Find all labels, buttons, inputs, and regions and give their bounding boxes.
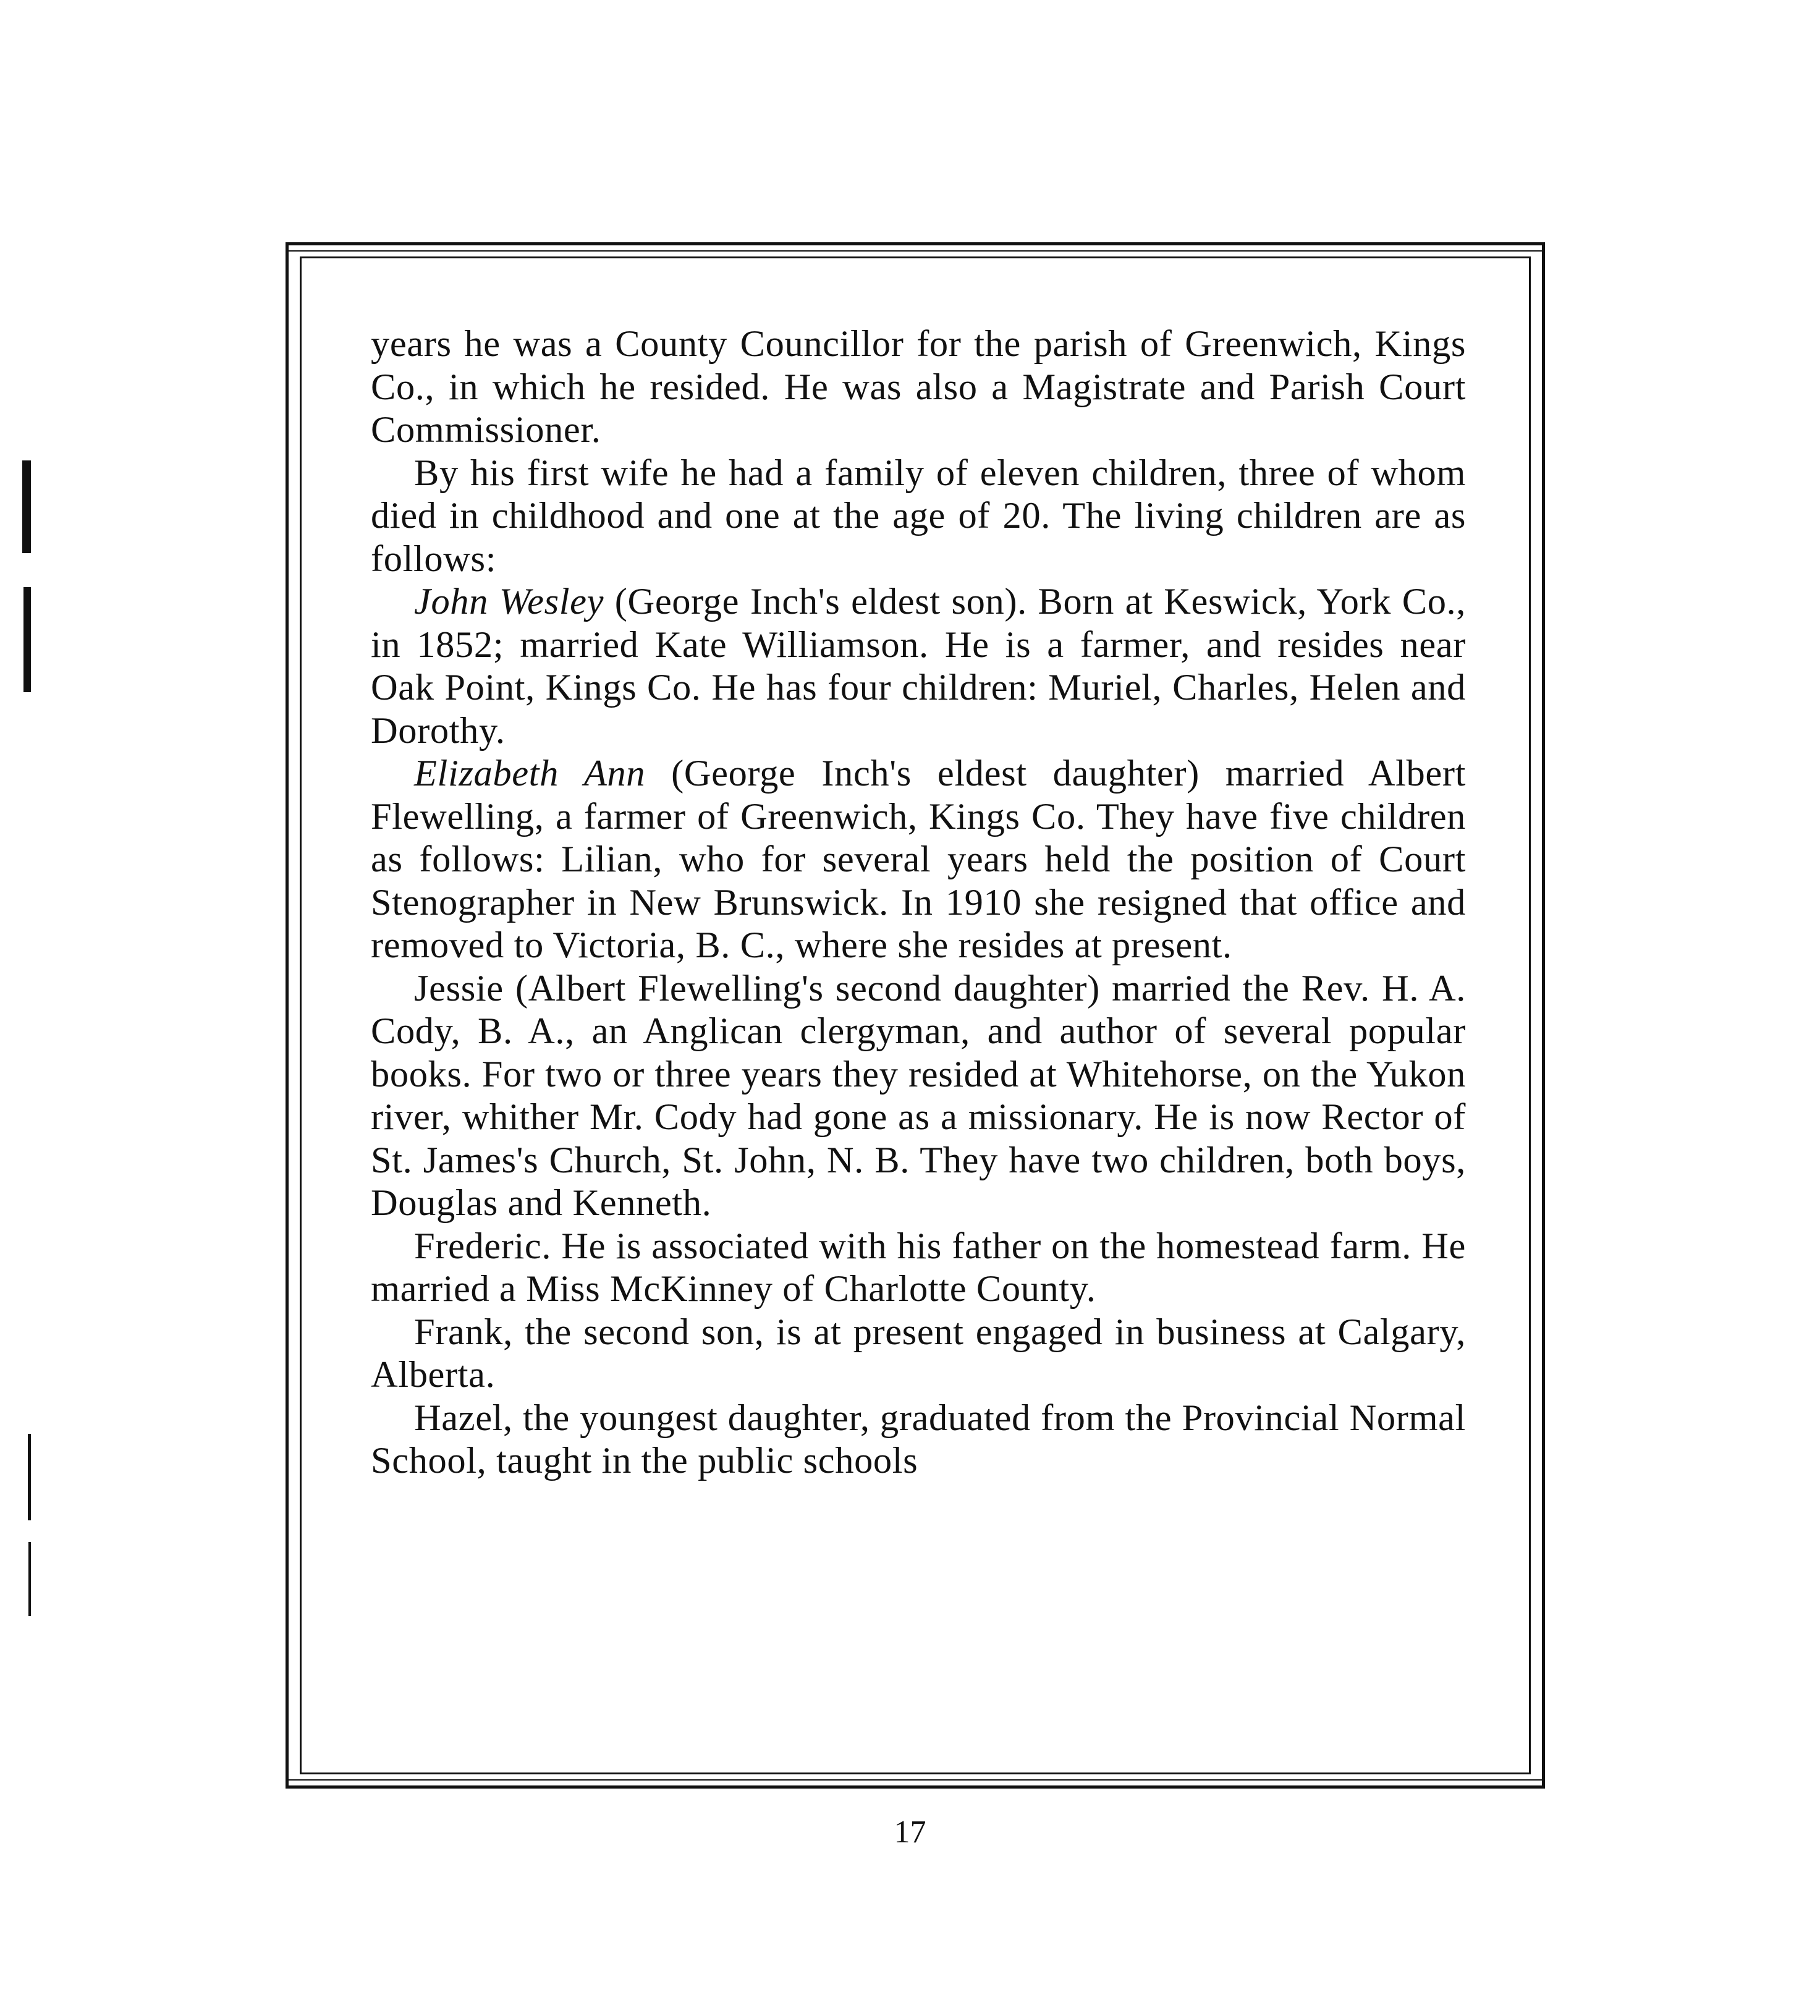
person-name-italic: John Wesley	[414, 581, 604, 622]
scan-artifact-mark	[28, 1542, 31, 1616]
paragraph: Frederic. He is associated with his father on the homestead farm. He married a Miss McKinney of Charlotte County.	[371, 1225, 1466, 1310]
person-name-italic: Elizabeth Ann	[414, 753, 646, 794]
paragraph: Elizabeth Ann (George Inch's eldest daughter) married Albert Flewelling, a farmer of Greenwich, Kings Co. They have five children as follows: Lilian, who for several years held the position of Court Stenographer in New Brunswick. In 1910 she resigned that office and removed to Victoria, B. C., where she resides at present.	[371, 753, 1466, 966]
scan-artifact-mark	[28, 1434, 31, 1520]
scan-artifact-mark	[23, 587, 31, 692]
paragraph: years he was a County Councillor for the parish of Greenwich, Kings Co., in which he resided. He was also a Magistrate and Parish Court Commissioner.	[371, 323, 1466, 451]
paragraph: By his first wife he had a family of eleven children, three of whom died in childhood and one at the age of 20. The living children are as follows:	[371, 452, 1466, 580]
scan-artifact-mark	[22, 460, 31, 553]
paragraph: Jessie (Albert Flewelling's second daughter) married the Rev. H. A. Cody, B. A., an Anglican clergyman, and author of several popular books. For two or three years they resided at Whitehorse, on the Yukon river, whither Mr. Cody had gone as a missionary. He is now Rector of St. James's Church, St. John, N. B. They have two children, both boys, Douglas and Kenneth.	[371, 967, 1466, 1224]
body-text	[371, 323, 1466, 1483]
paragraph: Hazel, the youngest daughter, graduated from the Provincial Normal School, taught in the public schools	[371, 1397, 1466, 1481]
border-rule-bottom	[289, 1779, 1542, 1781]
paragraph: John Wesley (George Inch's eldest son). Born at Keswick, York Co., in 1852; married Kate Williamson. He is a farmer, and resides near Oak Point, Kings Co. He has four children: Muriel, Charles, Helen and Dorothy.	[371, 581, 1466, 752]
paragraph: Frank, the second son, is at present engaged in business at Calgary, Alberta.	[371, 1311, 1466, 1396]
border-rule-top	[289, 250, 1542, 252]
page-number: 17	[894, 1815, 926, 1850]
